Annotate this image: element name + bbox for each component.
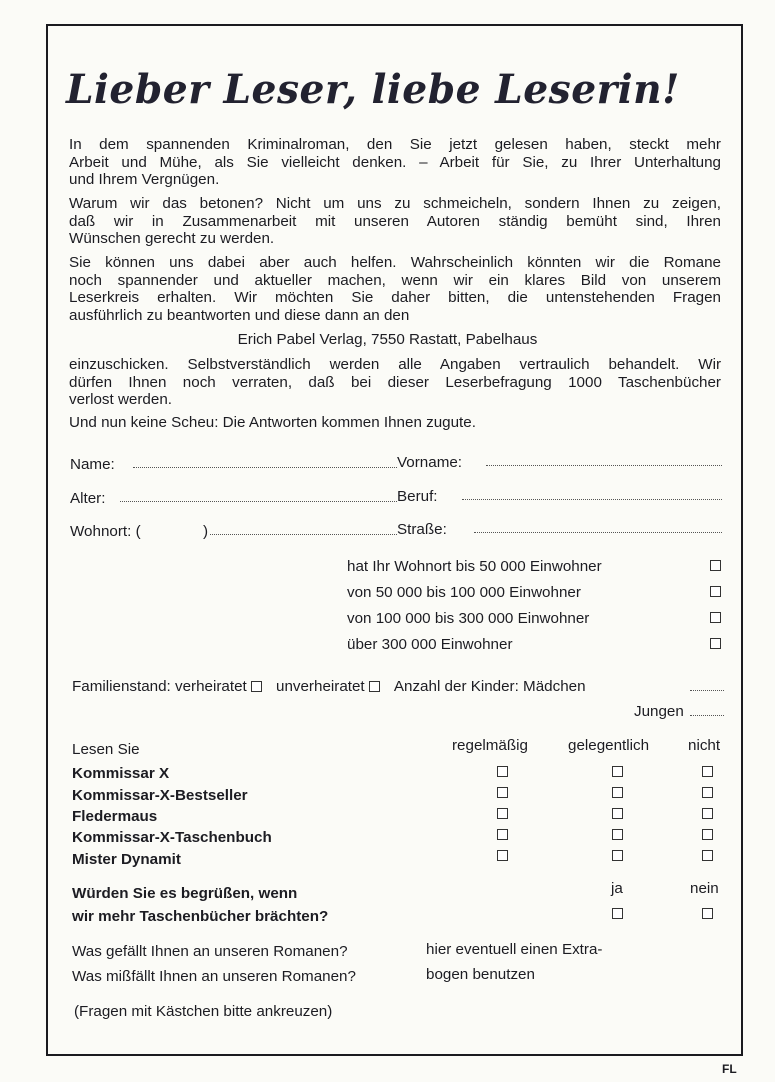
text-line: Sie können uns dabei aber auch helfen. Wahrscheinlich könnten wir die Romane xyxy=(69,254,721,271)
page-title: Lieber Leser, liebe Leserin! xyxy=(66,66,680,113)
yes-checkbox[interactable] xyxy=(612,908,623,919)
text-line: In dem spannenden Kriminalroman, den Sie jetzt gelesen haben, steckt mehr xyxy=(69,136,721,153)
wohnort-label: Wohnort: ( xyxy=(70,523,141,540)
intro-paragraph-2 xyxy=(69,195,721,248)
reading-checkbox[interactable] xyxy=(497,829,508,840)
familienstand-label: Familienstand: xyxy=(72,678,171,695)
col-regelmaessig: regelmäßig xyxy=(452,737,528,754)
reading-checkbox[interactable] xyxy=(612,850,623,861)
text-line: verlost werden. xyxy=(69,391,172,408)
text-line: und Ihrem Vergnügen. xyxy=(69,171,220,188)
vorname-label: Vorname: xyxy=(397,454,463,471)
text-line: ausführlich zu beantworten und diese dann an den xyxy=(69,306,410,324)
reading-checkbox[interactable] xyxy=(612,766,623,777)
text-line: dürfen Ihnen noch verraten, daß bei dieser Leserbefragung 1000 Taschenbücher xyxy=(69,373,721,391)
text-line: daß wir in Zusammenarbeit mit unseren Autoren ständig bemüht sind, Ihren xyxy=(69,212,721,230)
series-row-label: Mister Dynamit xyxy=(72,851,181,868)
likes-question: Was gefällt Ihnen an unseren Romanen? xyxy=(72,943,348,960)
text-line: Wünschen gerecht zu werden. xyxy=(69,230,275,247)
intro-paragraph-5: Und nun keine Scheu: Die Antworten kommen Ihnen zugute. xyxy=(69,414,476,431)
reading-checkbox[interactable] xyxy=(497,766,508,777)
verheiratet-checkbox[interactable] xyxy=(251,681,262,692)
population-checkbox-2[interactable] xyxy=(710,586,721,597)
population-checkbox-4[interactable] xyxy=(710,638,721,649)
text-line: Warum wir das betonen? Nicht um uns zu schmeicheln, sondern Ihnen zu zeigen, xyxy=(69,195,721,212)
reading-heading: Lesen Sie xyxy=(72,741,140,758)
intro-paragraph-3 xyxy=(69,254,721,324)
vorname-field[interactable] xyxy=(486,465,722,466)
population-checkbox-1[interactable] xyxy=(710,560,721,571)
jungen-label: Jungen xyxy=(634,703,684,720)
jungen-field[interactable] xyxy=(690,715,724,716)
familienstand-row xyxy=(72,678,586,695)
beruf-field[interactable] xyxy=(462,499,722,500)
more-books-question-line-1: Würden Sie es begrüßen, wenn xyxy=(72,885,298,902)
reading-checkbox[interactable] xyxy=(612,829,623,840)
population-option-3: von 100 000 bis 300 000 Einwohner xyxy=(347,610,590,627)
col-gelegentlich: gelegentlich xyxy=(568,737,650,754)
alter-field[interactable] xyxy=(120,501,397,502)
reading-checkbox[interactable] xyxy=(497,808,508,819)
intro-paragraph-1 xyxy=(69,136,721,189)
name-label: Name: xyxy=(70,456,115,473)
wohnort-field[interactable] xyxy=(210,534,397,535)
strasse-label: Straße: xyxy=(397,521,447,538)
reading-checkbox[interactable] xyxy=(497,850,508,861)
text-line: Arbeit und Mühe, als Sie vielleicht denken. – Arbeit für Sie, zu Ihrer Unterhaltung xyxy=(69,153,721,171)
extra-sheet-hint-line-1: hier eventuell einen Extra- xyxy=(426,941,603,958)
series-row-label: Kommissar X xyxy=(72,765,170,782)
extra-sheet-hint-line-2: bogen benutzen xyxy=(426,966,535,983)
strasse-field[interactable] xyxy=(474,532,722,533)
population-checkbox-3[interactable] xyxy=(710,612,721,623)
population-option-2: von 50 000 bis 100 000 Einwohner xyxy=(347,584,581,601)
intro-paragraph-4 xyxy=(69,356,721,409)
population-option-4: über 300 000 Einwohner xyxy=(347,636,513,653)
reading-checkbox[interactable] xyxy=(497,787,508,798)
reading-checkbox[interactable] xyxy=(702,787,713,798)
name-field[interactable] xyxy=(133,467,397,468)
reading-checkbox[interactable] xyxy=(702,829,713,840)
corner-mark: FL xyxy=(722,1062,737,1076)
text-line: Leserkreis erhalten. Wir möchten Sie daher bitten, die untenstehenden Fragen xyxy=(69,289,721,306)
maedchen-field[interactable] xyxy=(690,690,724,691)
no-checkbox[interactable] xyxy=(702,908,713,919)
reading-checkbox[interactable] xyxy=(612,808,623,819)
reading-checkbox[interactable] xyxy=(612,787,623,798)
unverheiratet-checkbox[interactable] xyxy=(369,681,380,692)
population-option-1: hat Ihr Wohnort bis 50 000 Einwohner xyxy=(347,558,602,575)
col-nicht: nicht xyxy=(688,737,721,754)
kinder-label: Anzahl der Kinder: Mädchen xyxy=(393,678,586,695)
reading-checkbox[interactable] xyxy=(702,766,713,777)
series-row-label: Kommissar-X-Bestseller xyxy=(72,787,248,804)
series-row-label: Kommissar-X-Taschenbuch xyxy=(72,829,272,846)
wohnort-paren-close: ) xyxy=(203,523,209,540)
verheiratet-label: verheiratet xyxy=(175,678,247,695)
yes-label: ja xyxy=(611,880,623,897)
reading-checkbox[interactable] xyxy=(702,850,713,861)
more-books-question-line-2: wir mehr Taschenbücher brächten? xyxy=(72,908,329,925)
footnote: (Fragen mit Kästchen bitte ankreuzen) xyxy=(74,1003,333,1020)
no-label: nein xyxy=(690,880,719,897)
unverheiratet-label: unverheiratet xyxy=(276,678,365,695)
text-line: einzuschicken. Selbstverständlich werden alle Angaben vertraulich behandelt. Wir xyxy=(69,356,721,373)
reading-checkbox[interactable] xyxy=(702,808,713,819)
dislikes-question: Was mißfällt Ihnen an unseren Romanen? xyxy=(72,968,356,985)
beruf-label: Beruf: xyxy=(397,488,438,505)
publisher-address: Erich Pabel Verlag, 7550 Rastatt, Pabelhaus xyxy=(237,331,538,348)
alter-label: Alter: xyxy=(70,490,106,507)
series-row-label: Fledermaus xyxy=(72,808,158,825)
text-line: noch spannender und aktueller machen, wenn wir ein klares Bild von unserem xyxy=(69,271,721,289)
